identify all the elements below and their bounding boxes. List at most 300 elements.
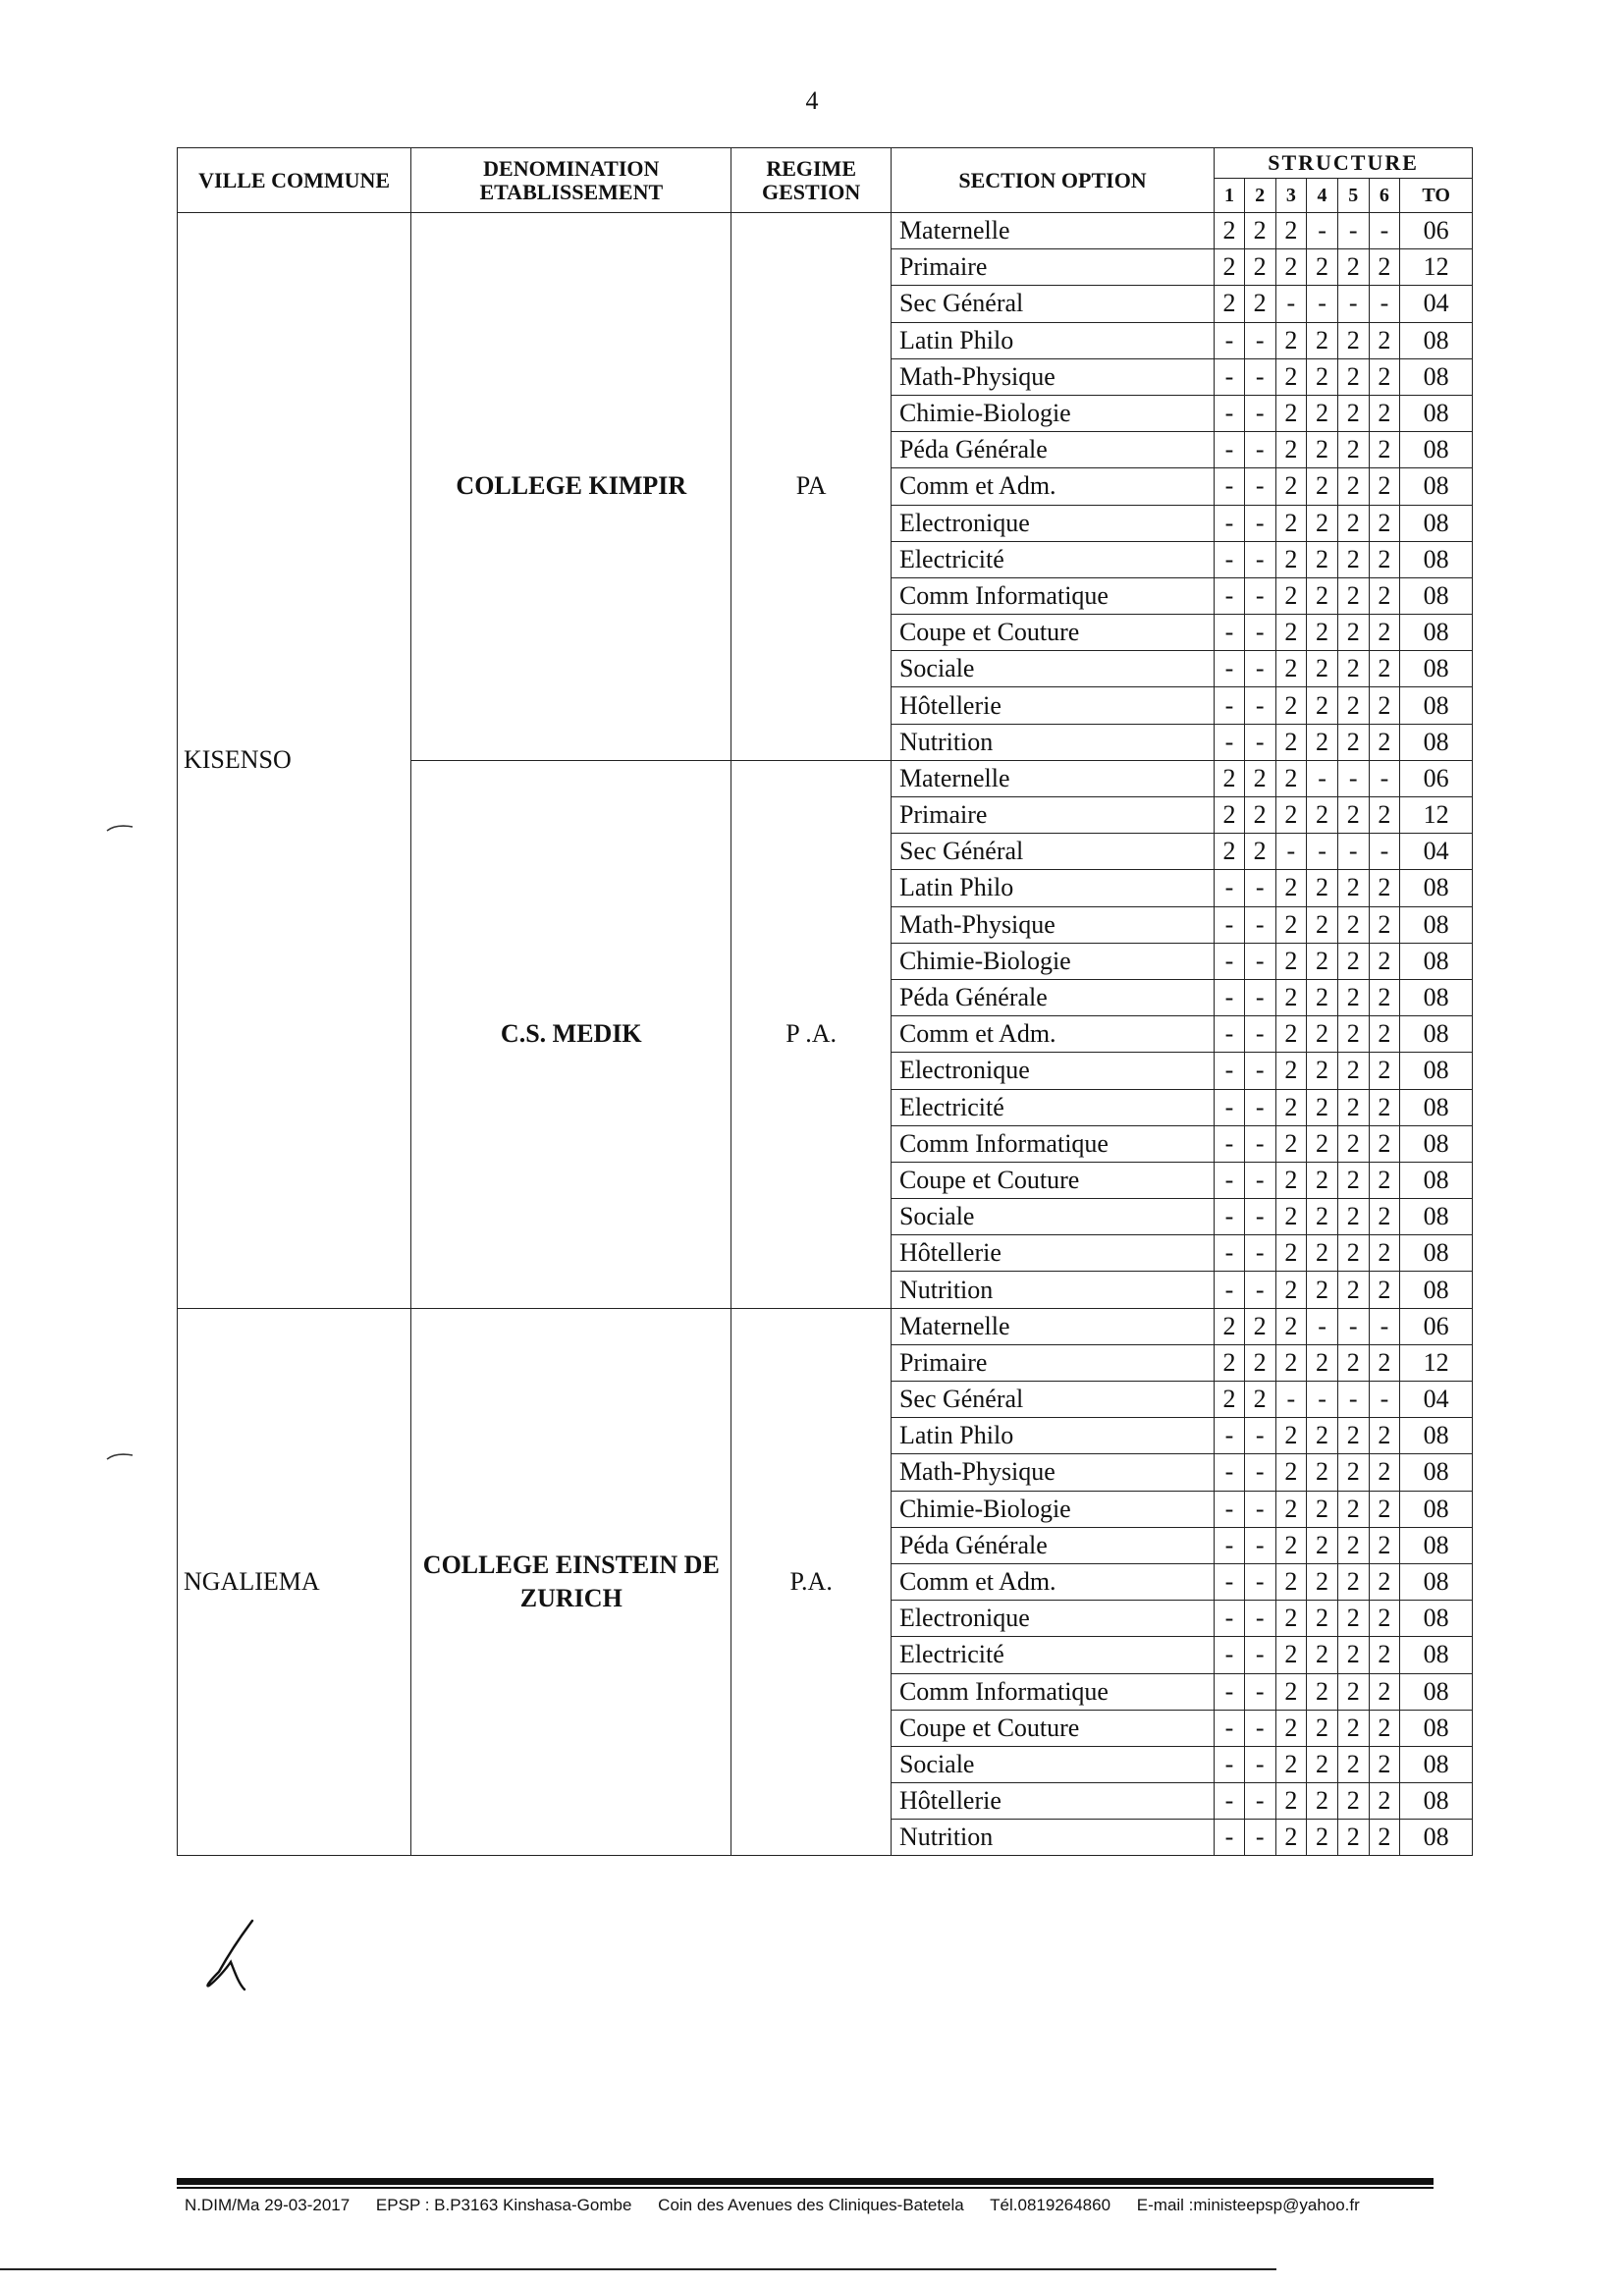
structure-value: 2 — [1275, 1344, 1307, 1381]
structure-total: 08 — [1400, 651, 1473, 687]
structure-value: 2 — [1244, 249, 1275, 286]
structure-value: - — [1215, 1272, 1245, 1308]
section-option: Latin Philo — [891, 1418, 1214, 1454]
structure-value: - — [1244, 1418, 1275, 1454]
structure-value: 2 — [1215, 1382, 1245, 1418]
structure-value: 2 — [1337, 1418, 1369, 1454]
structure-value: 2 — [1337, 1053, 1369, 1089]
structure-value: - — [1244, 687, 1275, 724]
structure-value: 2 — [1275, 1783, 1307, 1820]
structure-value: - — [1215, 1527, 1245, 1563]
header-denomination: DENOMINATION ETABLISSEMENT — [411, 148, 731, 213]
structure-total: 08 — [1400, 943, 1473, 979]
structure-total: 08 — [1400, 615, 1473, 651]
structure-value: 2 — [1244, 213, 1275, 249]
structure-value: - — [1244, 1454, 1275, 1491]
structure-value: - — [1307, 286, 1338, 322]
structure-value: 2 — [1275, 1820, 1307, 1856]
structure-value: 2 — [1369, 943, 1400, 979]
structure-value: 2 — [1337, 687, 1369, 724]
structure-total: 08 — [1400, 577, 1473, 614]
structure-value: - — [1215, 1053, 1245, 1089]
structure-total: 08 — [1400, 1491, 1473, 1527]
structure-value: 2 — [1369, 1162, 1400, 1198]
margin-mark — [106, 823, 134, 833]
structure-value: 2 — [1307, 322, 1338, 358]
header-structure-col: 1 — [1215, 179, 1245, 213]
structure-value: - — [1215, 1601, 1245, 1637]
structure-total: 08 — [1400, 870, 1473, 906]
structure-value: 2 — [1275, 358, 1307, 395]
structure-value: 2 — [1307, 724, 1338, 760]
structure-value: - — [1244, 651, 1275, 687]
structure-value: 2 — [1337, 1491, 1369, 1527]
structure-total: 08 — [1400, 1454, 1473, 1491]
structure-value: 2 — [1369, 1016, 1400, 1053]
section-option: Maternelle — [891, 213, 1214, 249]
structure-value: - — [1307, 1308, 1338, 1344]
structure-total: 12 — [1400, 249, 1473, 286]
structure-value: - — [1244, 395, 1275, 431]
structure-total: 04 — [1400, 834, 1473, 870]
structure-value: 2 — [1275, 1235, 1307, 1272]
section-option: Coupe et Couture — [891, 615, 1214, 651]
structure-value: 2 — [1369, 1454, 1400, 1491]
structure-value: 2 — [1337, 249, 1369, 286]
structure-total: 08 — [1400, 1053, 1473, 1089]
footer-rule-thin — [177, 2187, 1434, 2189]
structure-total: 08 — [1400, 1563, 1473, 1600]
structure-value: 2 — [1337, 797, 1369, 834]
structure-value: 2 — [1275, 1710, 1307, 1746]
structure-value: 2 — [1307, 1491, 1338, 1527]
structure-value: - — [1337, 1382, 1369, 1418]
structure-value: 2 — [1215, 760, 1245, 796]
structure-value: 2 — [1215, 249, 1245, 286]
structure-value: 2 — [1337, 432, 1369, 468]
structure-value: - — [1244, 1601, 1275, 1637]
section-option: Primaire — [891, 1344, 1214, 1381]
structure-total: 06 — [1400, 213, 1473, 249]
section-option: Hôtellerie — [891, 1783, 1214, 1820]
structure-total: 06 — [1400, 760, 1473, 796]
structure-value: - — [1215, 1710, 1245, 1746]
structure-value: 2 — [1369, 870, 1400, 906]
structure-value: - — [1244, 1710, 1275, 1746]
structure-value: 2 — [1275, 687, 1307, 724]
structure-value: 2 — [1307, 1820, 1338, 1856]
section-option: Chimie-Biologie — [891, 1491, 1214, 1527]
structure-value: 2 — [1275, 1454, 1307, 1491]
structure-value: - — [1215, 1783, 1245, 1820]
structure-value: 2 — [1307, 249, 1338, 286]
structure-value: 2 — [1275, 1053, 1307, 1089]
structure-value: 2 — [1369, 687, 1400, 724]
schools-table — [177, 147, 1473, 1856]
structure-value: 2 — [1307, 468, 1338, 505]
structure-value: - — [1369, 1308, 1400, 1344]
structure-value: 2 — [1369, 1710, 1400, 1746]
structure-value: 2 — [1369, 1125, 1400, 1162]
structure-value: 2 — [1369, 615, 1400, 651]
structure-value: 2 — [1369, 1783, 1400, 1820]
structure-value: - — [1244, 541, 1275, 577]
structure-value: - — [1369, 286, 1400, 322]
page-number: 4 — [805, 86, 819, 115]
structure-value: - — [1215, 870, 1245, 906]
structure-value: - — [1244, 1563, 1275, 1600]
structure-value: 2 — [1307, 577, 1338, 614]
structure-value: 2 — [1215, 286, 1245, 322]
header-ville: VILLE COMMUNE — [178, 148, 411, 213]
structure-value: - — [1244, 1272, 1275, 1308]
structure-total: 08 — [1400, 358, 1473, 395]
structure-value: - — [1369, 213, 1400, 249]
structure-value: 2 — [1307, 1272, 1338, 1308]
structure-value: 2 — [1307, 1162, 1338, 1198]
section-option: Sociale — [891, 1199, 1214, 1235]
structure-value: - — [1244, 1527, 1275, 1563]
structure-value: 2 — [1275, 1125, 1307, 1162]
footer-tel: Tél.0819264860 — [990, 2196, 1111, 2214]
structure-value: 2 — [1337, 468, 1369, 505]
structure-value: 2 — [1337, 615, 1369, 651]
structure-value: - — [1307, 213, 1338, 249]
structure-value: 2 — [1275, 1016, 1307, 1053]
structure-value: - — [1369, 834, 1400, 870]
section-option: Hôtellerie — [891, 687, 1214, 724]
structure-value: 2 — [1275, 249, 1307, 286]
structure-value: 2 — [1215, 1344, 1245, 1381]
section-option: Comm Informatique — [891, 577, 1214, 614]
section-option: Comm et Adm. — [891, 468, 1214, 505]
structure-total: 08 — [1400, 1125, 1473, 1162]
structure-value: 2 — [1307, 943, 1338, 979]
structure-value: 2 — [1369, 906, 1400, 943]
footer-address: EPSP : B.P3163 Kinshasa-Gombe — [375, 2196, 632, 2214]
structure-value: 2 — [1244, 797, 1275, 834]
structure-value: - — [1244, 468, 1275, 505]
structure-value: 2 — [1337, 1601, 1369, 1637]
structure-value: 2 — [1215, 797, 1245, 834]
structure-value: 2 — [1369, 1673, 1400, 1710]
structure-value: 2 — [1215, 834, 1245, 870]
section-option: Sociale — [891, 1746, 1214, 1782]
structure-value: - — [1215, 1089, 1245, 1125]
structure-value: 2 — [1275, 1308, 1307, 1344]
structure-total: 08 — [1400, 395, 1473, 431]
structure-value: 2 — [1275, 395, 1307, 431]
structure-value: - — [1337, 286, 1369, 322]
structure-value: 2 — [1307, 1563, 1338, 1600]
structure-value: - — [1215, 651, 1245, 687]
section-option: Comm Informatique — [891, 1125, 1214, 1162]
structure-value: 2 — [1307, 505, 1338, 541]
structure-value: 2 — [1275, 906, 1307, 943]
structure-value: 2 — [1275, 1418, 1307, 1454]
header-section: SECTION OPTION — [891, 148, 1214, 213]
section-option: Sec Général — [891, 1382, 1214, 1418]
structure-value: 2 — [1307, 1710, 1338, 1746]
structure-value: 2 — [1369, 468, 1400, 505]
structure-value: 2 — [1275, 1272, 1307, 1308]
structure-value: 2 — [1337, 1344, 1369, 1381]
structure-value: - — [1244, 906, 1275, 943]
structure-value: 2 — [1307, 615, 1338, 651]
section-option: Electronique — [891, 505, 1214, 541]
section-option: Maternelle — [891, 1308, 1214, 1344]
structure-total: 08 — [1400, 1089, 1473, 1125]
structure-value: 2 — [1369, 797, 1400, 834]
section-option: Math-Physique — [891, 358, 1214, 395]
structure-value: 2 — [1307, 1454, 1338, 1491]
structure-value: 2 — [1307, 1053, 1338, 1089]
section-option: Sociale — [891, 651, 1214, 687]
section-option: Nutrition — [891, 1272, 1214, 1308]
structure-total: 08 — [1400, 1746, 1473, 1782]
structure-value: - — [1275, 1382, 1307, 1418]
structure-value: 2 — [1307, 979, 1338, 1015]
structure-value: 2 — [1307, 906, 1338, 943]
structure-value: - — [1244, 870, 1275, 906]
footer-email: E-mail :ministeepsp@yahoo.fr — [1136, 2196, 1360, 2214]
structure-value: 2 — [1307, 1783, 1338, 1820]
section-option: Comm Informatique — [891, 1673, 1214, 1710]
structure-value: 2 — [1337, 1746, 1369, 1782]
structure-value: 2 — [1244, 760, 1275, 796]
structure-value: 2 — [1337, 1454, 1369, 1491]
structure-total: 08 — [1400, 724, 1473, 760]
structure-value: - — [1215, 1673, 1245, 1710]
ville-commune: KISENSO — [178, 213, 411, 1309]
header-structure-col: TO — [1400, 179, 1473, 213]
structure-value: 2 — [1275, 943, 1307, 979]
structure-value: 2 — [1369, 577, 1400, 614]
structure-value: 2 — [1337, 651, 1369, 687]
section-option: Péda Générale — [891, 432, 1214, 468]
structure-value: 2 — [1215, 213, 1245, 249]
structure-value: 2 — [1244, 286, 1275, 322]
section-option: Chimie-Biologie — [891, 395, 1214, 431]
structure-total: 08 — [1400, 1820, 1473, 1856]
structure-value: 2 — [1307, 1527, 1338, 1563]
structure-value: 2 — [1337, 541, 1369, 577]
section-option: Hôtellerie — [891, 1235, 1214, 1272]
structure-value: 2 — [1307, 1601, 1338, 1637]
header-structure: STRUCTURE — [1215, 148, 1473, 179]
section-option: Coupe et Couture — [891, 1162, 1214, 1198]
structure-value: - — [1215, 943, 1245, 979]
structure-value: 2 — [1244, 1382, 1275, 1418]
structure-value: 2 — [1275, 322, 1307, 358]
structure-value: 2 — [1307, 541, 1338, 577]
structure-total: 08 — [1400, 1199, 1473, 1235]
structure-value: - — [1215, 1235, 1245, 1272]
structure-total: 12 — [1400, 797, 1473, 834]
structure-value: 2 — [1369, 541, 1400, 577]
structure-value: 2 — [1244, 834, 1275, 870]
structure-value: - — [1244, 1235, 1275, 1272]
structure-value: 2 — [1275, 1089, 1307, 1125]
structure-value: - — [1244, 1053, 1275, 1089]
etablissement-name: C.S. MEDIK — [411, 760, 731, 1308]
structure-value: - — [1215, 724, 1245, 760]
structure-value: - — [1244, 505, 1275, 541]
structure-value: 2 — [1275, 979, 1307, 1015]
structure-value: 2 — [1275, 1601, 1307, 1637]
margin-mark — [106, 1451, 134, 1461]
structure-value: 2 — [1369, 1235, 1400, 1272]
structure-value: 2 — [1244, 1344, 1275, 1381]
structure-value: 2 — [1337, 1563, 1369, 1600]
structure-value: 2 — [1337, 1710, 1369, 1746]
structure-value: - — [1215, 1125, 1245, 1162]
regime-gestion: PA — [731, 213, 892, 761]
structure-value: - — [1215, 505, 1245, 541]
structure-value: 2 — [1275, 1199, 1307, 1235]
structure-total: 08 — [1400, 1235, 1473, 1272]
structure-value: - — [1244, 979, 1275, 1015]
structure-value: 2 — [1275, 541, 1307, 577]
structure-value: 2 — [1337, 1527, 1369, 1563]
etablissement-name: COLLEGE EINSTEIN DE ZURICH — [411, 1308, 731, 1856]
section-option: Comm et Adm. — [891, 1563, 1214, 1600]
structure-value: - — [1215, 468, 1245, 505]
structure-value: 2 — [1307, 870, 1338, 906]
structure-value: 2 — [1337, 358, 1369, 395]
structure-value: - — [1215, 395, 1245, 431]
structure-value: - — [1307, 760, 1338, 796]
structure-value: 2 — [1369, 1089, 1400, 1125]
structure-value: 2 — [1337, 1162, 1369, 1198]
section-option: Chimie-Biologie — [891, 943, 1214, 979]
structure-value: - — [1244, 1491, 1275, 1527]
structure-value: 2 — [1275, 432, 1307, 468]
structure-value: - — [1215, 979, 1245, 1015]
structure-total: 08 — [1400, 432, 1473, 468]
section-option: Primaire — [891, 249, 1214, 286]
structure-value: 2 — [1337, 979, 1369, 1015]
section-option: Maternelle — [891, 760, 1214, 796]
section-option: Electronique — [891, 1601, 1214, 1637]
footer-rule — [177, 2178, 1434, 2185]
structure-total: 08 — [1400, 1418, 1473, 1454]
structure-value: - — [1215, 1820, 1245, 1856]
structure-value: 2 — [1369, 395, 1400, 431]
structure-value: - — [1215, 1637, 1245, 1673]
structure-total: 04 — [1400, 286, 1473, 322]
section-option: Sec Général — [891, 286, 1214, 322]
footer-ref: N.DIM/Ma 29-03-2017 — [185, 2196, 351, 2214]
structure-value: - — [1337, 760, 1369, 796]
structure-value: 2 — [1337, 943, 1369, 979]
structure-total: 08 — [1400, 1673, 1473, 1710]
structure-value: - — [1307, 834, 1338, 870]
structure-value: 2 — [1307, 1199, 1338, 1235]
structure-value: 2 — [1337, 1199, 1369, 1235]
structure-value: - — [1275, 834, 1307, 870]
footer — [185, 2196, 1441, 2215]
structure-value: - — [1244, 577, 1275, 614]
structure-value: - — [1369, 1382, 1400, 1418]
structure-value: 2 — [1337, 1272, 1369, 1308]
structure-value: 2 — [1307, 1344, 1338, 1381]
section-option: Comm et Adm. — [891, 1016, 1214, 1053]
structure-value: - — [1244, 1820, 1275, 1856]
structure-value: 2 — [1337, 505, 1369, 541]
structure-total: 12 — [1400, 1344, 1473, 1381]
structure-value: - — [1244, 1199, 1275, 1235]
structure-value: 2 — [1337, 1235, 1369, 1272]
structure-value: 2 — [1369, 358, 1400, 395]
structure-value: 2 — [1369, 322, 1400, 358]
structure-value: 2 — [1307, 1746, 1338, 1782]
structure-value: 2 — [1275, 1637, 1307, 1673]
structure-value: - — [1244, 1089, 1275, 1125]
structure-value: 2 — [1369, 249, 1400, 286]
structure-value: 2 — [1275, 213, 1307, 249]
regime-gestion: P.A. — [731, 1308, 892, 1856]
structure-value: 2 — [1369, 432, 1400, 468]
header-structure-col: 4 — [1307, 179, 1338, 213]
structure-value: 2 — [1337, 1089, 1369, 1125]
header-structure-col: 2 — [1244, 179, 1275, 213]
etablissement-name: COLLEGE KIMPIR — [411, 213, 731, 761]
structure-value: 2 — [1337, 395, 1369, 431]
structure-value: 2 — [1275, 1491, 1307, 1527]
section-option: Electricité — [891, 1089, 1214, 1125]
structure-value: - — [1307, 1382, 1338, 1418]
structure-total: 08 — [1400, 687, 1473, 724]
section-option: Math-Physique — [891, 906, 1214, 943]
structure-total: 08 — [1400, 1016, 1473, 1053]
section-option: Primaire — [891, 797, 1214, 834]
structure-value: - — [1215, 432, 1245, 468]
structure-total: 08 — [1400, 1783, 1473, 1820]
structure-value: - — [1244, 724, 1275, 760]
section-option: Coupe et Couture — [891, 1710, 1214, 1746]
structure-value: 2 — [1337, 1783, 1369, 1820]
structure-total: 08 — [1400, 468, 1473, 505]
structure-value: - — [1215, 1418, 1245, 1454]
structure-value: 2 — [1275, 870, 1307, 906]
structure-value: - — [1244, 1016, 1275, 1053]
structure-value: - — [1275, 286, 1307, 322]
structure-total: 08 — [1400, 1527, 1473, 1563]
structure-total: 08 — [1400, 541, 1473, 577]
structure-value: 2 — [1275, 1563, 1307, 1600]
section-option: Péda Générale — [891, 979, 1214, 1015]
section-option: Nutrition — [891, 724, 1214, 760]
structure-value: 2 — [1337, 906, 1369, 943]
structure-total: 08 — [1400, 1272, 1473, 1308]
structure-value: 2 — [1337, 870, 1369, 906]
section-option: Sec Général — [891, 834, 1214, 870]
structure-value: 2 — [1337, 724, 1369, 760]
header-regime: REGIME GESTION — [731, 148, 892, 213]
structure-value: 2 — [1369, 724, 1400, 760]
structure-total: 08 — [1400, 1162, 1473, 1198]
structure-value: 2 — [1275, 615, 1307, 651]
section-option: Nutrition — [891, 1820, 1214, 1856]
section-option: Péda Générale — [891, 1527, 1214, 1563]
structure-value: 2 — [1307, 651, 1338, 687]
structure-value: 2 — [1275, 760, 1307, 796]
structure-value: 2 — [1369, 1527, 1400, 1563]
section-option: Electronique — [891, 1053, 1214, 1089]
structure-value: - — [1244, 1125, 1275, 1162]
footer-corner: Coin des Avenues des Cliniques-Batetela — [658, 2196, 964, 2214]
